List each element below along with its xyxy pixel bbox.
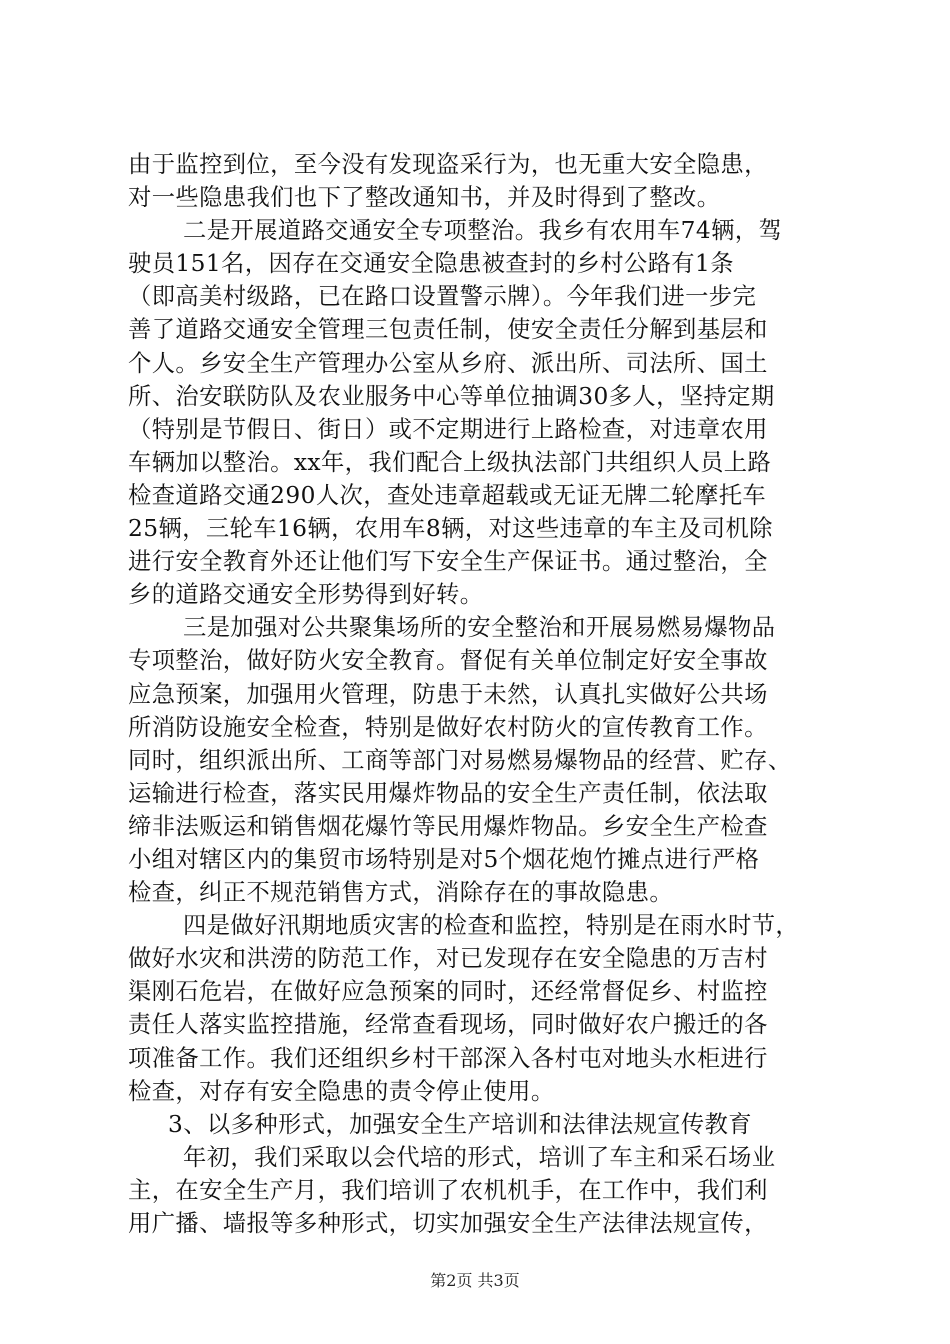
text-line: 检查道路交通290人次，查处违章超载或无证无牌二轮摩托车: [128, 481, 767, 509]
text-line: 做好水灾和洪涝的防范工作，对已发现存在安全隐患的万吉村: [128, 945, 768, 973]
section-heading: 3、以多种形式，加强安全生产培训和法律法规宣传教育: [168, 1110, 752, 1138]
text-line: 检查，纠正不规范销售方式，消除存在的事故隐患。: [128, 879, 674, 907]
text-line: 用广播、墙报等多种形式，切实加强安全生产法律法规宣传，: [128, 1210, 768, 1237]
text-line: 运输进行检查，落实民用爆炸物品的安全生产责任制，依法取: [128, 779, 768, 807]
text-line: 25辆，三轮车16辆，农用车8辆，对这些违章的车主及司机除: [128, 515, 773, 543]
text-line: 由于监控到位，至今没有发现盗采行为，也无重大安全隐患，: [128, 151, 768, 178]
text-line: 责任人落实监控措施，经常查看现场，同时做好农户搬迁的各: [128, 1011, 768, 1039]
text-line: 车辆加以整治。xx年，我们配合上级执法部门共组织人员上路: [128, 448, 772, 476]
text-line: 所、治安联防队及农业服务中心等单位抽调30多人，坚持定期: [128, 382, 775, 410]
text-line: 所消防设施安全检查，特别是做好农村防火的宣传教育工作。: [128, 713, 768, 741]
text-line: 善了道路交通安全管理三包责任制，使安全责任分解到基层和: [128, 316, 768, 344]
text-line: 进行安全教育外还让他们写下安全生产保证书。通过整治，全: [128, 548, 768, 576]
text-line: 个人。乡安全生产管理办公室从乡府、派出所、司法所、国土: [128, 349, 768, 377]
text-line: 驶员151名，因存在交通安全隐患被查封的乡村公路有1条: [128, 250, 734, 278]
paragraph-start-line: 二是开展道路交通安全专项整治。我乡有农用车74辆，驾: [183, 217, 783, 245]
text-line: 专项整治，做好防火安全教育。督促有关单位制定好安全事故: [128, 647, 768, 675]
text-line: 对一些隐患我们也下了整改通知书，并及时得到了整改。: [128, 184, 721, 212]
text-line: 主，在安全生产月，我们培训了农机机手，在工作中，我们利: [128, 1176, 768, 1204]
text-line: 项准备工作。我们还组织乡村干部深入各村屯对地头水柜进行: [128, 1044, 768, 1072]
page-number-label: 第2页 共3页: [430, 1271, 520, 1290]
text-line: 检查，对存有安全隐患的责令停止使用。: [128, 1077, 555, 1105]
text-line: 应急预案，加强用火管理，防患于未然，认真扎实做好公共场: [128, 680, 768, 708]
text-line: 同时，组织派出所、工商等部门对易燃易爆物品的经营、贮存、: [128, 746, 792, 774]
text-line: 缔非法贩运和销售烟花爆竹等民用爆炸物品。乡安全生产检查: [128, 812, 768, 840]
paragraph-start-line: 四是做好汛期地质灾害的检查和监控，特别是在雨水时节，: [183, 912, 800, 940]
text-line: 小组对辖区内的集贸市场特别是对5个烟花炮竹摊点进行严格: [128, 845, 760, 873]
text-line: （特别是节假日、街日）或不定期进行上路检查，对违章农用: [128, 415, 768, 443]
paragraph-start-line: 年初，我们采取以会代培的形式，培训了车主和采石场业: [183, 1143, 776, 1171]
text-line: （即高美村级路，已在路口设置警示牌）。今年我们进一步完: [128, 283, 757, 311]
body-text: [128, 148, 828, 1240]
text-line: 乡的道路交通安全形势得到好转。: [128, 581, 484, 609]
page-footer: [0, 1268, 950, 1291]
text-line: 渠刚石危岩，在做好应急预案的同时，还经常督促乡、村监控: [128, 978, 768, 1006]
paragraph-start-line: 三是加强对公共聚集场所的安全整治和开展易燃易爆物品: [183, 614, 776, 642]
